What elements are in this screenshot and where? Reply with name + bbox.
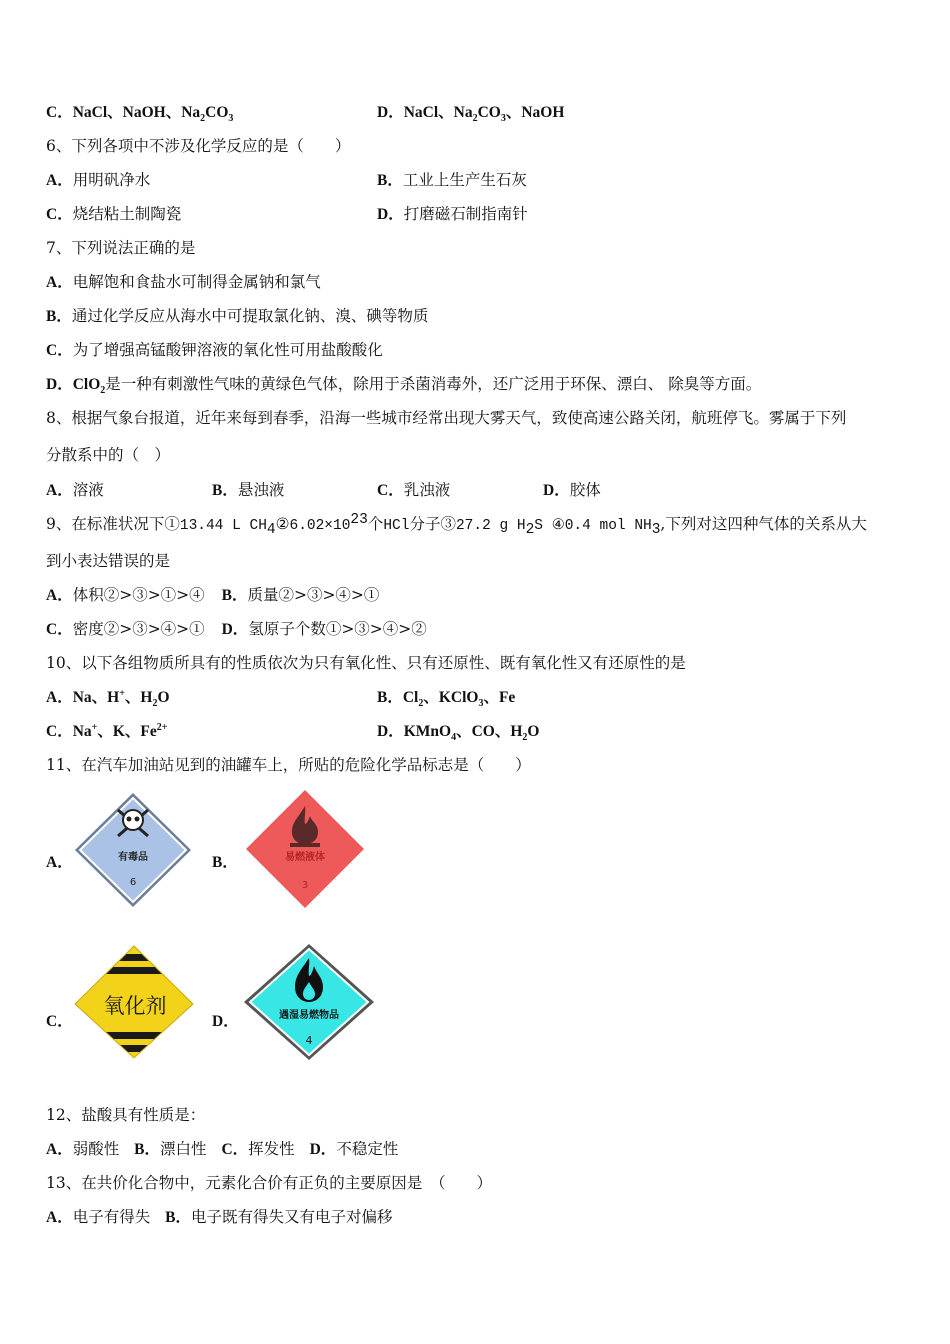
q8-stem-line2: 分散系中的（ ） — [46, 446, 171, 464]
q9-option-b: B．质量②>③>④>① — [221, 586, 380, 604]
oxidizer-sign-text: 氧化剂 — [103, 994, 167, 1018]
q12-stem: 12、盐酸具有性质是： — [46, 1106, 206, 1124]
flammable-sign-text: 易燃液体 — [285, 852, 325, 863]
q13-option-a: A．电子有得失 — [46, 1208, 151, 1226]
q6-option-a: A．用明矾净水 — [46, 171, 151, 189]
q10-option-a: A．Na、H+、$H_2O$ — [46, 687, 170, 710]
wet-sign-number: 4 — [305, 1034, 313, 1047]
q8-stem-line1: 8、根据气象台报道，近年来每到春季，沿海一些城市经常出现大雾天气，致使高速公路关闭，航班停飞。雾属于下列 — [46, 409, 847, 427]
q6-option-b: B．工业上生产生石灰 — [377, 171, 527, 189]
q7-option-b: B．通过化学反应从海水中可提取氯化钠、溴、碘等物质 — [46, 307, 429, 325]
q6-row1 — [46, 170, 527, 191]
q8-options-row — [46, 480, 601, 501]
q10-row1 — [46, 687, 516, 710]
q9-stem-line1: 9、在标准状况下①13.44 L $CH_4②6.02\times 10^{23}$个HCl分子③27.2 g $H_2S$ ④0.4 mol $NH_3$,下列对这四种气体的关系从大 — [46, 511, 867, 539]
q12-option-d: D．不稳定性 — [309, 1140, 399, 1158]
q8-option-d: D．胶体 — [543, 481, 601, 499]
q9-option-c: C．密度②>③>④>① — [46, 620, 205, 638]
q6-row2 — [46, 204, 528, 225]
q11-label-c: C． — [46, 1013, 73, 1030]
q10-option-c: C．Na+、K、$Fe^{2+}$ — [46, 721, 168, 740]
q9-option-a: A．体积②>③>①>④ — [46, 586, 205, 604]
q11-label-b: B． — [212, 854, 238, 871]
q8-option-b: B．悬浊液 — [212, 481, 285, 499]
q9-option-d: D．氢原子个数①>③>④>② — [221, 620, 427, 638]
q5-option-d: D．NaCl、$Na_2CO_3$、NaOH — [377, 104, 565, 125]
oxidizer-sign — [73, 944, 195, 1060]
q10-stem: 10、以下各组物质所具有的性质依次为只有氧化性、只有还原性、既有氧化性又有还原性的是 — [46, 654, 686, 672]
q6-option-c: C．烧结粘土制陶瓷 — [46, 205, 182, 223]
toxic-sign-number: 6 — [129, 877, 137, 888]
q9-row2 — [46, 619, 427, 640]
q9-row1 — [46, 585, 379, 606]
q11-label-a: A． — [46, 854, 73, 871]
q8-option-c: C．乳浊液 — [377, 481, 451, 499]
wet-sign-text: 遇湿易燃物品 — [279, 1010, 339, 1021]
q7-stem: 7、下列说法正确的是 — [46, 239, 196, 257]
q7-option-c: C．为了增强高锰酸钾溶液的氧化性可用盐酸酸化 — [46, 341, 383, 359]
toxic-sign-text: 有毒品 — [118, 852, 148, 863]
q9-stem-line2: 到小表达错误的是 — [46, 552, 171, 570]
flammable-sign-number: 3 — [301, 880, 309, 891]
q13-stem: 13、在共价化合物中，元素化合价有正负的主要原因是 （ ） — [46, 1174, 492, 1192]
flammable-liquid-sign — [244, 788, 366, 910]
q7-option-d: D．ClO$_2$是一种有刺激性气味的黄绿色气体，除用于杀菌消毒外，还广泛用于环保、漂白、 除臭等方面。 — [46, 375, 762, 397]
dangerous-when-wet-sign — [242, 942, 376, 1062]
q13-option-b: B．电子既有得失又有电子对偏移 — [165, 1208, 393, 1226]
q5-option-c: C．NaCl、NaOH、$Na_2CO_3$ — [46, 104, 234, 125]
q12-option-c: C．挥发性 — [221, 1140, 295, 1158]
q10-row2 — [46, 721, 540, 744]
q12-option-a: A．弱酸性 — [46, 1140, 120, 1158]
q10-option-d: D．KMnO$_4$、CO、$H_2O$ — [377, 723, 540, 744]
q12-options-row — [46, 1139, 398, 1160]
q10-option-b: B．$Cl_2$、KClO$_3$、Fe — [377, 689, 516, 710]
q11-label-d: D． — [212, 1013, 239, 1030]
q12-option-b: B．漂白性 — [134, 1140, 207, 1158]
q7-option-a: A．电解饱和食盐水可制得金属钠和氯气 — [46, 273, 321, 291]
q8-option-a: A．溶液 — [46, 481, 104, 499]
q6-option-d: D．打磨磁石制指南针 — [377, 205, 528, 223]
q13-options-row — [46, 1207, 393, 1228]
toxic-hazard-sign — [72, 790, 194, 910]
q5-options-row — [46, 102, 565, 125]
q11-stem: 11、在汽车加油站见到的油罐车上，所贴的危险化学品标志是（ ） — [46, 756, 531, 774]
q6-stem: 6、下列各项中不涉及化学反应的是（ ） — [46, 137, 351, 155]
